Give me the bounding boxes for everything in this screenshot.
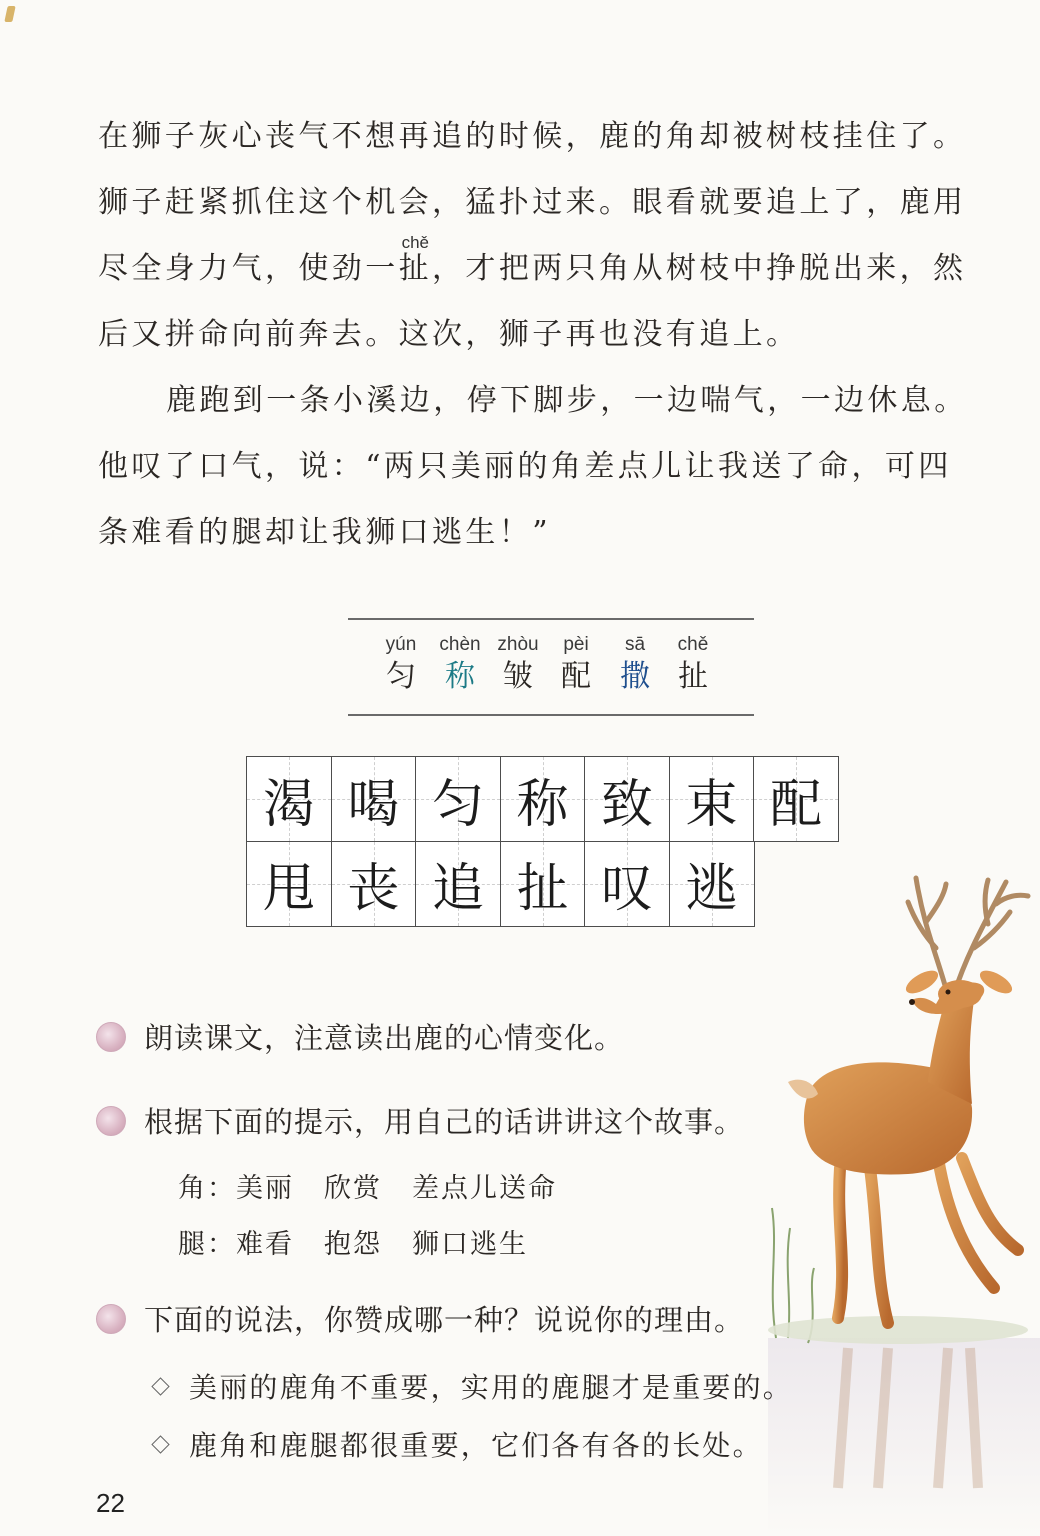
hint-line-horn <box>178 1166 557 1205</box>
hint-word: 美丽 <box>236 1173 294 1204</box>
option-text: 鹿角和鹿腿都很重要，它们各有各的长处。 <box>189 1429 763 1462</box>
story-line: 鹿跑到一条小溪边，停下脚步，一边喘气，一边休息。 <box>166 383 968 418</box>
hint-word: 狮口逃生 <box>412 1229 528 1260</box>
hint-word: 欣赏 <box>324 1173 382 1204</box>
exercise-text: 朗读课文，注意读出鹿的心情变化。 <box>144 1021 625 1055</box>
option-text: 美丽的鹿角不重要，实用的鹿腿才是重要的。 <box>189 1371 794 1404</box>
grid-cell <box>246 756 332 842</box>
vocab-char: 称 <box>445 659 475 694</box>
vocab-pinyin: chèn <box>439 634 481 655</box>
grid-cell <box>500 841 586 927</box>
ruby-char <box>398 233 433 302</box>
diamond-bullet-icon <box>151 1435 169 1453</box>
ruby-base: 扯 <box>398 251 433 286</box>
hint-label: 腿： <box>178 1229 236 1260</box>
grid-cell <box>669 841 755 927</box>
vocab-char: 配 <box>561 659 591 694</box>
hint-word: 差点儿送命 <box>412 1173 557 1204</box>
grid-char: 追 <box>431 859 484 919</box>
vocab-char: 扯 <box>678 659 708 694</box>
grid-char: 称 <box>516 774 569 835</box>
option-2 <box>150 1424 763 1464</box>
grid-cell <box>246 841 332 927</box>
exercise-2 <box>96 1100 744 1141</box>
corner-mark <box>4 6 15 22</box>
story-line: 狮子赶紧抓住这个机会，猛扑过来。眼看就要追上了，鹿用 <box>98 185 967 220</box>
exercise-text: 根据下面的提示，用自己的话讲讲这个故事。 <box>144 1105 745 1139</box>
vocab-pinyin: yún <box>385 634 417 655</box>
vocab-char: 皱 <box>503 659 533 694</box>
vocab-pinyin: pèi <box>563 634 589 655</box>
story-text <box>98 104 1008 566</box>
exercise-bullet-icon <box>96 1304 126 1334</box>
grid-char: 致 <box>600 774 653 835</box>
story-line: 条难看的腿却让我狮口逃生！” <box>98 515 551 550</box>
hint-line-leg <box>178 1222 528 1261</box>
exercise-3 <box>96 1298 744 1339</box>
writing-grid <box>246 756 838 925</box>
vocab-item <box>435 634 485 696</box>
grid-cell <box>584 841 670 927</box>
vocab-item <box>551 634 601 696</box>
story-paragraph-1 <box>98 104 1008 368</box>
vocab-pinyin: chě <box>677 634 709 655</box>
grid-cell <box>415 841 501 927</box>
exercise-text: 下面的说法，你赞成哪一种？说说你的理由。 <box>144 1303 745 1337</box>
story-line: 在狮子灰心丧气不想再追的时候，鹿的角却被树枝挂住了。 <box>98 119 967 154</box>
grid-char: 喝 <box>347 774 400 835</box>
story-paragraph-2 <box>98 368 1008 566</box>
grid-cell <box>584 756 670 842</box>
exercise-bullet-icon <box>96 1106 126 1136</box>
grid-char: 逃 <box>685 859 738 919</box>
grid-cell <box>669 756 755 842</box>
grid-row <box>246 756 838 841</box>
ruby-pinyin: chě <box>401 233 430 252</box>
vocab-item <box>610 634 660 696</box>
hint-word: 抱怨 <box>324 1229 382 1260</box>
vocab-item <box>376 634 426 696</box>
vocab-pinyin: sā <box>624 634 646 655</box>
story-line-part: 尽全身力气，使劲一 <box>98 251 399 286</box>
hint-label: 角： <box>178 1173 236 1204</box>
grid-char: 甩 <box>262 859 315 919</box>
story-line <box>98 233 1008 302</box>
vocab-pinyin: zhòu <box>497 634 539 655</box>
page-number: 22 <box>96 1488 125 1518</box>
exercise-1 <box>96 1016 624 1057</box>
vocabulary-box <box>348 618 754 716</box>
grid-char: 束 <box>685 774 738 835</box>
hint-word: 难看 <box>236 1229 294 1260</box>
grid-cell <box>753 756 839 842</box>
grid-char: 渴 <box>262 774 315 835</box>
grid-char: 匀 <box>431 774 484 835</box>
grid-char: 丧 <box>347 859 400 919</box>
vocab-char: 撒 <box>620 659 650 694</box>
story-line: 他叹了口气，说：“两只美丽的角差点儿让我送了命，可四 <box>98 449 952 484</box>
grid-cell <box>415 756 501 842</box>
vocab-item <box>493 634 543 696</box>
option-1 <box>150 1366 793 1406</box>
diamond-bullet-icon <box>151 1377 169 1395</box>
grid-row <box>246 841 838 926</box>
deer-illustration <box>748 868 1040 1536</box>
grid-cell <box>500 756 586 842</box>
grid-cell <box>331 841 417 927</box>
vocab-item <box>668 634 718 696</box>
story-line: 后又拼命向前奔去。这次，狮子再也没有追上。 <box>98 317 800 352</box>
grid-cell <box>331 756 417 842</box>
exercise-bullet-icon <box>96 1022 126 1052</box>
grid-char: 扯 <box>516 859 569 919</box>
grid-char: 叹 <box>600 859 653 919</box>
grid-char: 配 <box>769 774 822 835</box>
vocab-char: 匀 <box>386 659 416 694</box>
story-line-part: ，才把两只角从树枝中挣脱出来，然 <box>432 251 967 286</box>
